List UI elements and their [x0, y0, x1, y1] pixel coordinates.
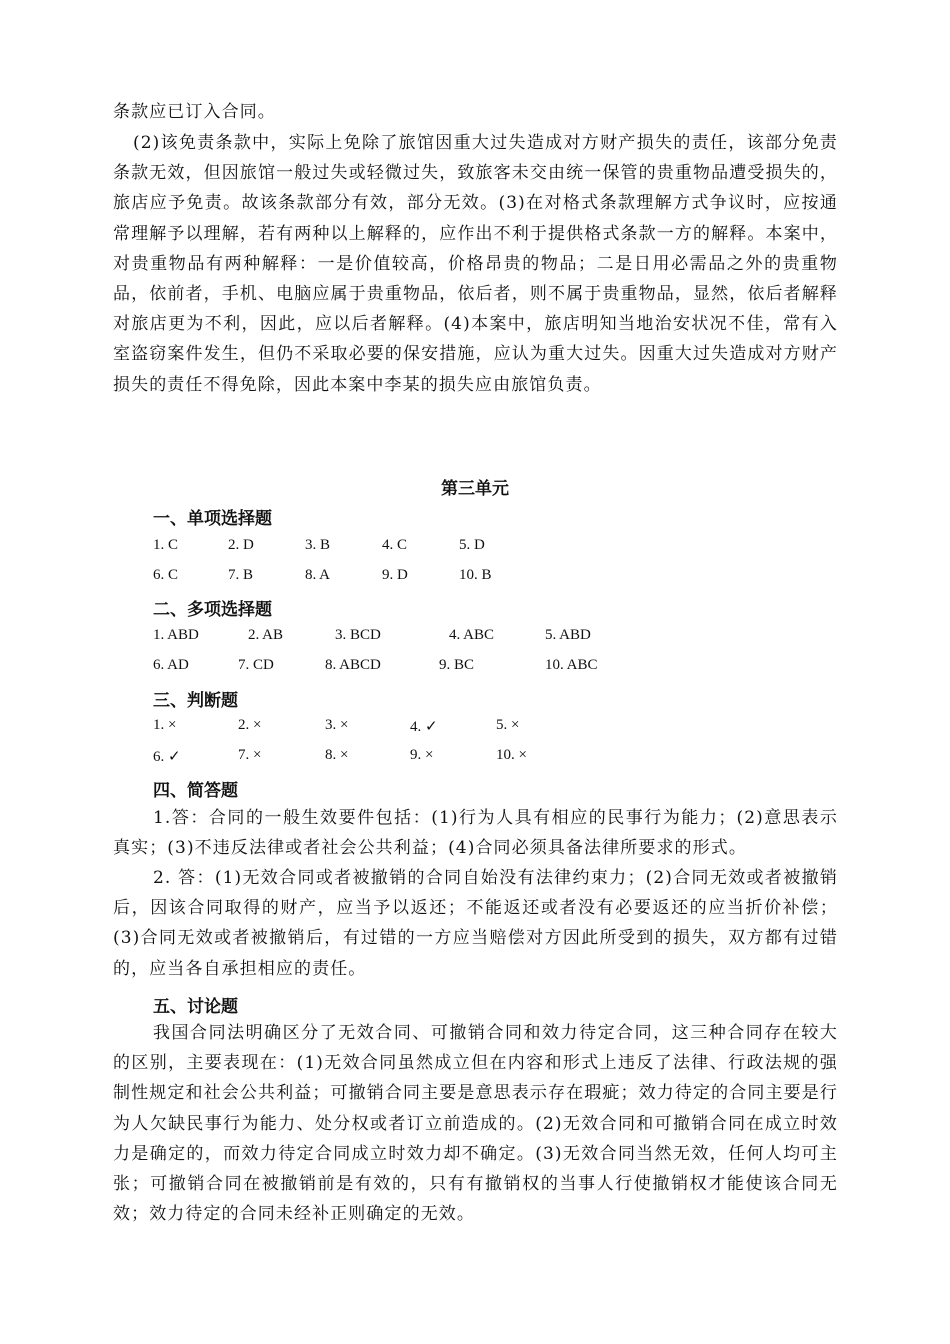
answer-item: 6. ✓: [153, 749, 181, 765]
section-single-choice-title: 一、单项选择题: [153, 509, 272, 529]
answer-item: 3. B: [305, 537, 331, 553]
discussion-answer: 我国合同法明确区分了无效合同、可撤销合同和效力待定合同，这三种合同存在较大的区别，主要表现在：(1)无效合同虽然成立但在内容和形式上违反了法律、行政法规的强制性规定和社会公共利益；可撤销合同主要是意思表示存在瑕疵；效力待定的合同主要是行为人欠缺民事行为能力、处分权或者订立前造成的。(2)无效合同和可撤销合同在成立时效力是确定的，而效力待定合同成立时效力却不确定。(3)无效合同当然无效，任何人均可主张；可撤销合同在被撤销前是有效的，只有有撤销权的当事人行使撤销权才能使该合同无效；效力待定的合同未经补正则确定的无效。: [113, 1023, 838, 1225]
section-true-false-title: 三、判断题: [153, 691, 238, 711]
answer-item: 6. C: [153, 567, 179, 583]
section-multiple-choice-title: 二、多项选择题: [153, 600, 272, 620]
answer-item: 9. BC: [439, 657, 475, 673]
answer-item: 2. D: [228, 537, 254, 553]
answer-item: 2. AB: [248, 627, 284, 643]
answer-item: 5. ×: [496, 717, 520, 733]
answer-item: 1. C: [153, 537, 179, 553]
answer-item: 1. ×: [153, 717, 177, 733]
short-answer-1: 1.答：合同的一般生效要件包括：(1)行为人具有相应的民事行为能力；(2)意思表示真实；(3)不违反法律或者社会公共利益；(4)合同必须具备法律所要求的形式。: [113, 808, 838, 859]
answer-item: 10. B: [459, 567, 492, 583]
answer-item: 4. ✓: [410, 719, 438, 735]
answer-item: 3. ×: [325, 717, 349, 733]
answer-item: 4. C: [382, 537, 408, 553]
answer-item: 3. BCD: [335, 627, 381, 643]
paragraph-continuation: 条款应已订入合同。: [113, 102, 276, 122]
answer-item: 9. D: [382, 567, 408, 583]
answer-item: 7. CD: [238, 657, 274, 673]
answer-item: 2. ×: [238, 717, 262, 733]
answer-item: 10. ABC: [545, 657, 598, 673]
answer-item: 6. AD: [153, 657, 189, 673]
answer-item: 10. ×: [496, 747, 527, 763]
answer-item: 7. B: [228, 567, 254, 583]
answer-item: 5. ABD: [545, 627, 591, 643]
short-answer-2: 2. 答：(1)无效合同或者被撤销的合同自始没有法律约束力；(2)合同无效或者被撤销后，因该合同取得的财产，应当予以返还；不能返还或者没有必要返还的应当折价补偿；(3)合同无效或者被撤销后，有过错的一方应当赔偿对方因此所受到的损失，双方都有过错的，应当各自承担相应的责任。: [113, 868, 838, 979]
answer-item: 8. A: [305, 567, 331, 583]
paragraph-case-analysis: (2)该免责条款中，实际上免除了旅馆因重大过失造成对方财产损失的责任，该部分免责条款无效，但因旅馆一般过失或轻微过失，致旅客未交由统一保管的贵重物品遭受损失的，旅店应予免责。故该条款部分有效，部分无效。(3)在对格式条款理解方式争议时，应按通常理解予以理解，若有两种以上解释的，应作出不利于提供格式条款一方的解释。本案中，对贵重物品有两种解释：一是价值较高，价格昂贵的物品；二是日用必需品之外的贵重物品，依前者，手机、电脑应属于贵重物品，依后者，则不属于贵重物品，显然，依后者解释对旅店更为不利，因此，应以后者解释。(4)本案中，旅店明知当地治安状况不佳，常有入室盗窃案件发生，但仍不采取必要的保安措施，应认为重大过失。因重大过失造成对方财产损失的责任不得免除，因此本案中李某的损失应由旅馆负责。: [113, 133, 838, 395]
answer-item: 8. ABCD: [325, 657, 381, 673]
section-short-answer-title: 四、简答题: [153, 781, 238, 801]
answer-item: 8. ×: [325, 747, 349, 763]
answer-item: 4. ABC: [449, 627, 495, 643]
answer-item: 1. ABD: [153, 627, 199, 643]
unit-title: 第三单元: [441, 479, 509, 499]
answer-item: 5. D: [459, 537, 485, 553]
section-discussion-title: 五、讨论题: [153, 997, 238, 1017]
answer-item: 9. ×: [410, 747, 434, 763]
answer-item: 7. ×: [238, 747, 262, 763]
